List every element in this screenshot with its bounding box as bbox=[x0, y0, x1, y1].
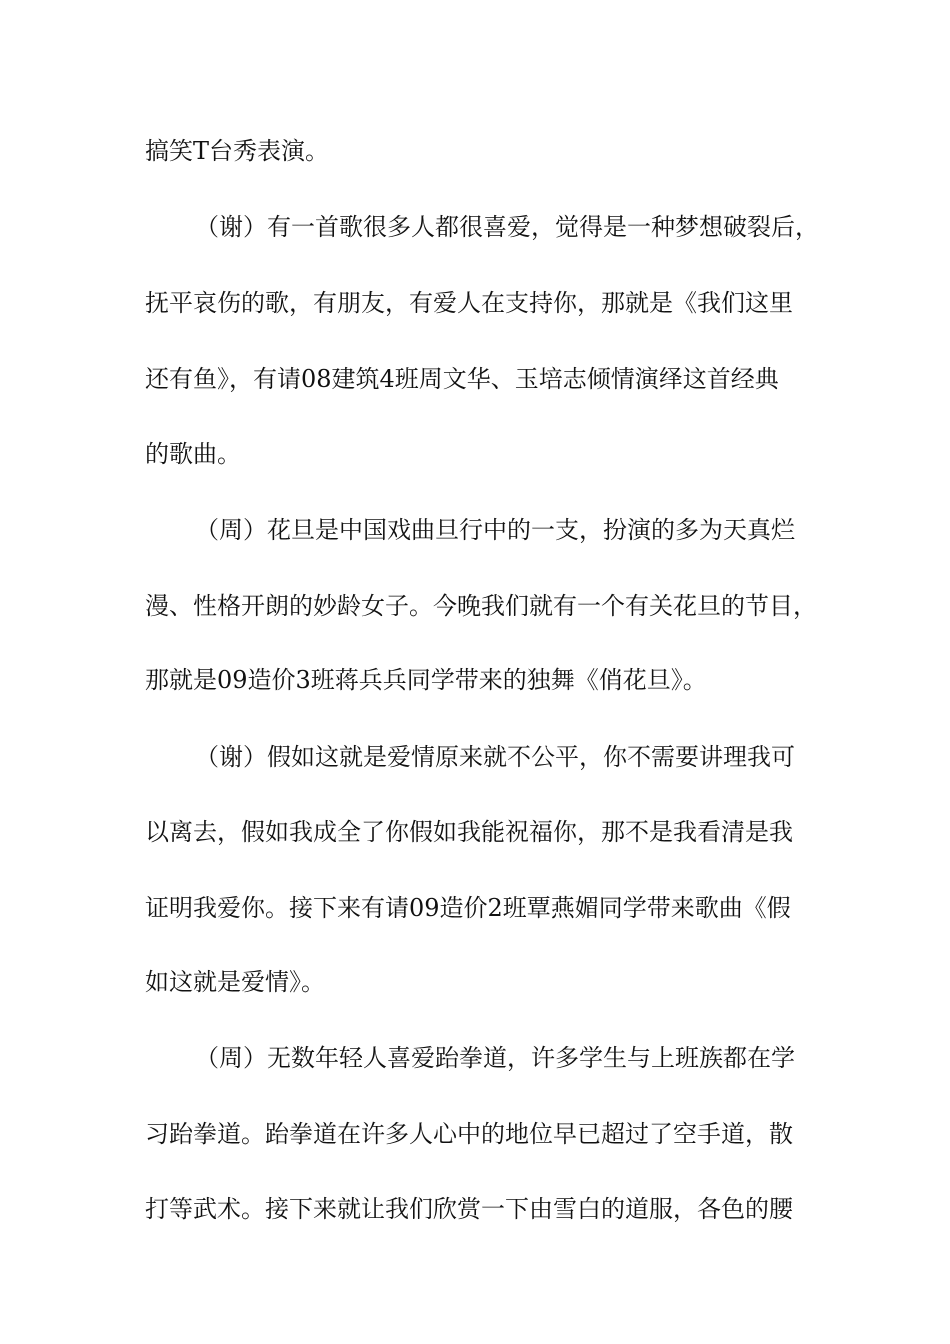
text-line: 还有鱼》，有请08建筑4班周文华、玉培志倾情演绎这首经典 bbox=[145, 365, 779, 393]
text-line: （周）花旦是中国戏曲旦行中的一支，扮演的多为天真烂 bbox=[195, 516, 795, 544]
text-line: 证明我爱你。接下来有请09造价2班覃燕媚同学带来歌曲《假 bbox=[145, 894, 791, 922]
text-line: （周）无数年轻人喜爱跆拳道，许多学生与上班族都在学 bbox=[195, 1044, 795, 1072]
text-line: （谢）假如这就是爱情原来就不公平，你不需要讲理我可 bbox=[195, 743, 795, 771]
text-line: 抚平哀伤的歌，有朋友，有爱人在支持你，那就是《我们这里 bbox=[145, 289, 793, 317]
text-line: 打等武术。接下来就让我们欣赏一下由雪白的道服，各色的腰 bbox=[145, 1195, 793, 1223]
text-line: 如这就是爱情》。 bbox=[145, 968, 325, 996]
text-line: 那就是09造价3班蒋兵兵同学带来的独舞《俏花旦》。 bbox=[145, 666, 707, 694]
text-line: 的歌曲。 bbox=[145, 440, 241, 468]
text-line: 搞笑T台秀表演。 bbox=[145, 137, 330, 165]
text-line: 以离去，假如我成全了你假如我能祝福你，那不是我看清是我 bbox=[145, 818, 793, 846]
text-line: 漫、性格开朗的妙龄女子。今晚我们就有一个有关花旦的节目， bbox=[145, 592, 817, 620]
text-line: 习跆拳道。跆拳道在许多人心中的地位早已超过了空手道，散 bbox=[145, 1120, 793, 1148]
text-line: （谢）有一首歌很多人都很喜爱，觉得是一种梦想破裂后， bbox=[195, 213, 819, 241]
